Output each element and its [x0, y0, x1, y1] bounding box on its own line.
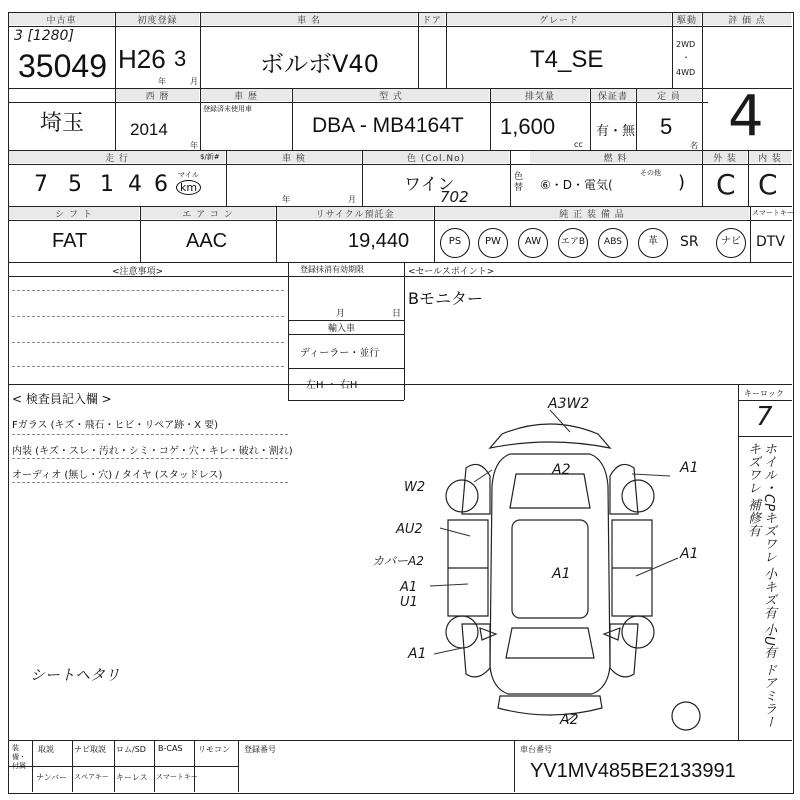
footer-chassis: YV1MV485BE2133991: [530, 760, 736, 782]
valid-month: 月: [336, 309, 346, 319]
equip-navi: ナビ: [716, 228, 746, 258]
model: DBA - MB4164T: [312, 114, 464, 137]
footer-remote: リモコン: [198, 745, 230, 754]
footer-rom-sd: ロム/SD: [116, 745, 146, 754]
diagram-mark-front-bumper: A2: [560, 712, 579, 728]
aircon-label: エ ア コ ン: [141, 207, 275, 219]
interior-label: 内 装: [749, 151, 791, 163]
drive-dot: ・: [682, 53, 690, 62]
fuel-close: ): [678, 172, 686, 193]
key-lock-label: キーロック: [744, 389, 784, 398]
footer-manual: 取説: [38, 745, 54, 754]
color-label: 色 (Col.No): [363, 151, 509, 163]
inspector-side-note: ホイル・CPキズワレ 小キズ有 小U有 ドアミラーキズワレ 補修有: [745, 442, 776, 728]
mileage-unit-top: マイル: [178, 171, 199, 179]
diagram-mark-right-door: A1: [680, 546, 699, 562]
color: ワイン: [404, 175, 455, 195]
diagram-mark-rear-bumper: A3W2: [548, 396, 590, 412]
valid-day: 日: [392, 309, 402, 319]
first-reg-year-mark: 年: [158, 77, 166, 86]
fuel: ⑥・D・電気(: [540, 178, 613, 192]
shift: FAT: [52, 230, 88, 252]
warranty: 有・無: [596, 124, 636, 139]
grade: T4_SE: [530, 46, 604, 73]
handle: 左H ・ 右H: [306, 380, 358, 391]
footer-number: ナンバー: [36, 773, 68, 782]
footer-bcas: B-CAS: [158, 744, 183, 753]
capacity: 5: [660, 114, 673, 139]
exterior: C: [716, 168, 736, 201]
footer-spare-key: スペアキー: [74, 773, 109, 781]
shift-label: シ フ ト: [9, 207, 139, 219]
capacity-label: 定 員: [637, 89, 701, 101]
sales-point: Bモニター: [408, 289, 483, 308]
diagram-mark-rear-right-fender: A1: [680, 460, 699, 476]
first-reg-label: 初度登録: [116, 13, 199, 25]
car-name: ボルボV40: [260, 50, 379, 78]
inspection-year-mark: 年: [282, 195, 290, 204]
valid-until-label: 登録抹消有効期限: [300, 265, 364, 274]
history-note: 登録済未使用車: [203, 105, 252, 113]
footer-keyless: キーレス: [116, 773, 148, 782]
region-top-label: 中古車: [9, 13, 114, 25]
capacity-unit: 名: [690, 141, 698, 150]
first-reg-month-mark: 月: [190, 77, 198, 86]
mileage-digit-4: 4: [128, 172, 142, 197]
western-year-label: 西 暦: [116, 89, 199, 101]
region: 埼玉: [40, 111, 85, 136]
drive-label: 駆動: [673, 13, 701, 25]
keyless-label: スマートキー: [752, 209, 794, 217]
drive-2wd: 2WD: [676, 40, 696, 49]
key-lock-value: 7: [756, 402, 773, 432]
model-label: 型 式: [293, 89, 489, 101]
sales-point-label: <セールスポイント>: [408, 267, 495, 277]
mileage-label: 走 行: [9, 151, 225, 163]
western-year-mark: 年: [190, 141, 198, 150]
import-value: ディーラー・並行: [300, 348, 380, 359]
odometer-label: $/新#: [200, 153, 220, 161]
diagram-mark-roof: A1: [552, 566, 571, 582]
equip-pw: PW: [478, 228, 508, 258]
interior: C: [758, 168, 778, 201]
first-reg-era: H26: [118, 44, 166, 74]
grade-label: グレード: [447, 13, 671, 25]
equip-aw: AW: [518, 228, 548, 258]
car-diagram: [370, 396, 730, 740]
fuel-label: 燃 料: [530, 151, 701, 163]
inspector-handwritten-note: シートヘタリ: [30, 666, 121, 684]
color-change-label: 色替: [514, 172, 524, 193]
inspection-month-mark: 月: [348, 195, 356, 204]
footer-reg-no-label: 登録番号: [244, 745, 276, 754]
inspector-line-glass: Fガラス (キズ・飛石・ヒビ・リペア跡・X 要): [12, 420, 219, 431]
mileage-digit-1: 7: [34, 172, 48, 197]
drive-4wd: 4WD: [676, 68, 696, 77]
equip-abs: ABS: [598, 228, 628, 258]
footer-navi-manual: ナビ取説: [74, 745, 106, 754]
mileage-digit-5: 6: [154, 172, 168, 197]
score-label: 評 価 点: [703, 13, 791, 25]
color-number: 702: [440, 188, 469, 206]
displacement-label: 排気量: [491, 89, 589, 101]
exterior-label: 外 装: [703, 151, 747, 163]
equip-ps: PS: [440, 228, 470, 258]
equip-dtv: DTV: [756, 234, 785, 250]
equipment-label: 純 正 装 備 品: [435, 207, 749, 219]
diagram-mark-left-cover: カバーA2: [372, 554, 424, 568]
cc-unit: cc: [574, 140, 583, 149]
score: 4: [728, 84, 764, 149]
mileage-digit-2: 5: [68, 172, 82, 197]
diagram-mark-rear-glass: A2: [552, 462, 571, 478]
western-year: 2014: [130, 120, 168, 139]
mileage-unit: km: [176, 180, 201, 195]
car-name-label: 車 名: [201, 13, 417, 25]
lot-number: 35049: [18, 48, 107, 84]
door-label: ドア: [419, 13, 445, 25]
first-reg-month: 3: [174, 46, 187, 71]
recycle: 19,440: [348, 230, 410, 252]
import-label: 輸入車: [328, 324, 356, 334]
inspector-line-interior: 内装 (キズ・スレ・汚れ・シミ・コゲ・穴・キレ・破れ・割れ): [12, 446, 293, 457]
displacement: 1,600: [500, 114, 556, 139]
diagram-mark-left-front-door: A1 U1: [400, 580, 418, 610]
caution-label: <注意事項>: [112, 267, 164, 277]
footer-chassis-label: 車台番号: [520, 745, 552, 754]
inspector-line-audio: オーディオ (無し・穴) / タイヤ (スタッドレス): [12, 470, 223, 481]
equip-leather: 革: [638, 228, 668, 258]
mileage-digit-3: 1: [100, 172, 114, 197]
lot-ref: 3 [1280]: [14, 28, 74, 44]
inspector-title: < 検査員記入欄 >: [12, 392, 112, 406]
diagram-mark-left-rear-door: AU2: [396, 522, 423, 537]
fuel-other: その他: [640, 169, 661, 177]
footer-smart-key: スマートキー: [156, 773, 198, 781]
aircon: AAC: [186, 230, 228, 252]
equip-sr: SR: [680, 234, 699, 250]
recycle-label: リサイクル預託金: [277, 207, 433, 219]
equip-airbag: エアB: [558, 228, 588, 258]
diagram-mark-left-front-fender: A1: [408, 646, 427, 662]
inspection-label: 車 検: [227, 151, 361, 163]
warranty-label: 保証書: [591, 89, 635, 101]
footer-side-label: 装備・付属: [12, 744, 26, 770]
history-label: 車 歴: [201, 89, 291, 101]
diagram-mark-rear-left-wheel: W2: [404, 480, 426, 495]
